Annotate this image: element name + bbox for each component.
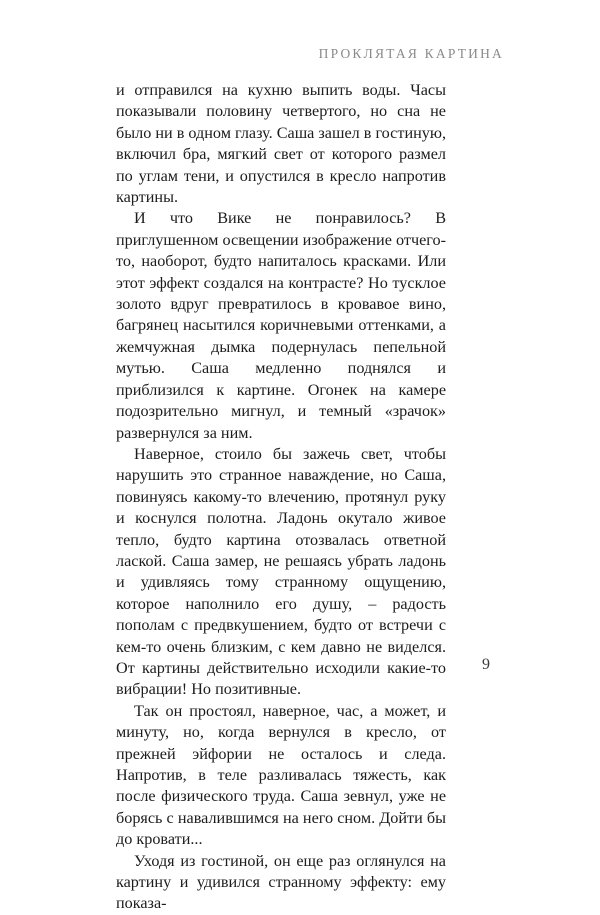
paragraph: И что Вике не понравилось? В приглушенном освещении изображение отчего-то, наоборот, будто напиталось красками. Или этот эффект создался на контрасте? Но тусклое золото вдруг превратилось в кровавое вино, багрянец насытился коричневыми оттенками, а жемчужная дымка подернулась пепельной мутью. Саша медленно поднялся и приблизился к картине. Огонек на камере подозрительно мигнул, и темный «зрачок» развернулся за ним. [116,209,446,442]
running-head: ПРОКЛЯТАЯ КАРТИНА [318,46,504,61]
paragraph: и отправился на кухню выпить воды. Часы показывали половину четвертого, но сна не было ни в одном глазу. Саша зашел в гостиную, включил бра, мягкий свет от которого размел по углам тени, и опустился в кресло напротив картины. [116,81,446,207]
paragraph: Уходя из гостиной, он еще раз оглянулся на картину и удивился странному эффекту: ему показа- [116,851,446,913]
page-number: 9 [482,656,490,673]
body-text [116,80,446,915]
paragraph: Наверное, стоило бы зажечь свет, чтобы нарушить это странное наваждение, но Саша, повинуясь какому-то влечению, протянул руку и коснулся полотна. Ладонь окутало живое тепло, будто картина отозвалась ответной лаской. Саша замер, не решаясь убрать ладонь и удивляясь тому странному ощущению, которое наполнило его душу, – радость пополам с предвкушением, будто от встречи с кем-то очень близким, с кем давно не виделся. От картины действительно исходили какие-то вибрации! Но позитивные. [116,444,446,699]
paragraph: Так он простоял, наверное, час, а может, и минуту, но, когда вернулся в кресло, от прежней эйфории не осталось и следа. Напротив, в теле разливалась тяжесть, как после физического труда. Саша зевнул, уже не борясь с навалившимся на него сном. Дойти бы до кровати... [116,701,446,849]
